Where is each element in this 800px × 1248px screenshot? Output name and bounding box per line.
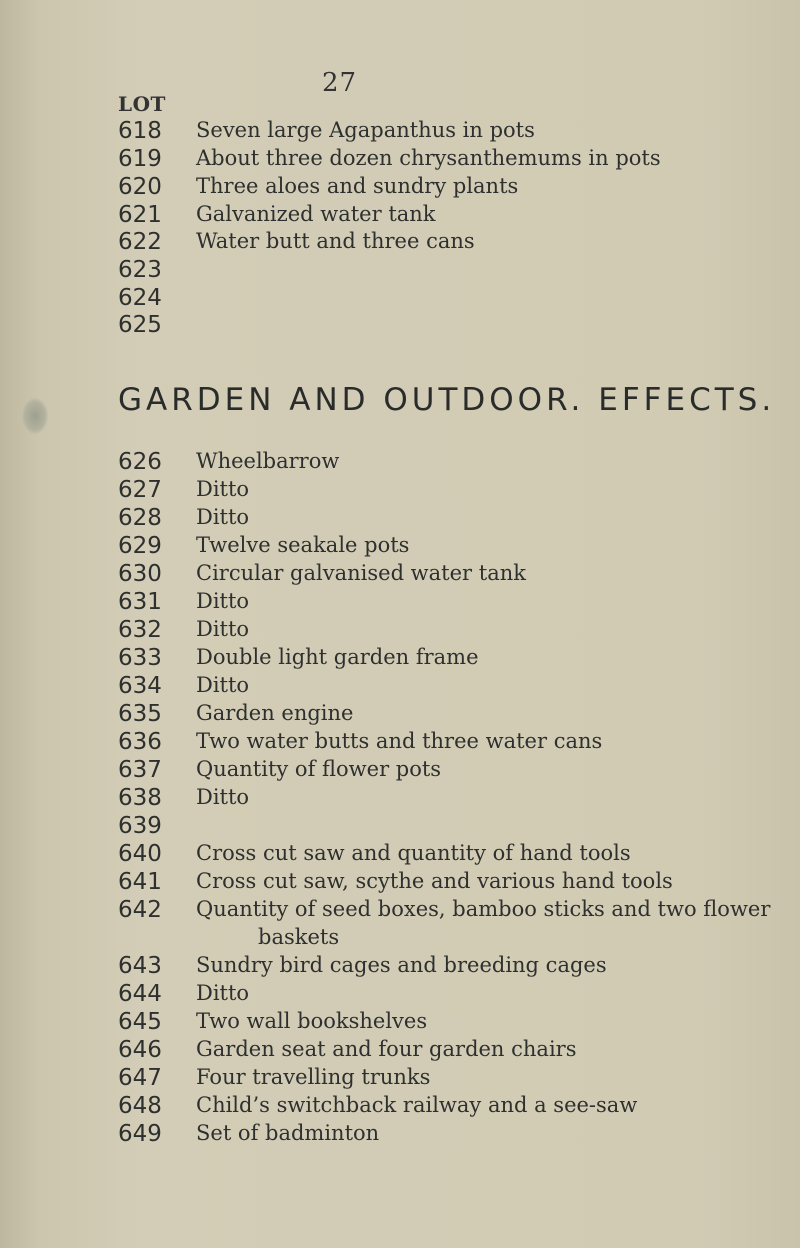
lot-row bbox=[0, 813, 800, 843]
lot-number: 644 bbox=[118, 981, 162, 1007]
lot-number: 622 bbox=[118, 229, 162, 255]
lot-row bbox=[0, 673, 800, 703]
lot-number: 646 bbox=[118, 1037, 162, 1063]
lot-row bbox=[0, 897, 800, 927]
lot-row bbox=[0, 617, 800, 647]
lot-number: 632 bbox=[118, 617, 162, 643]
lot-number: 647 bbox=[118, 1065, 162, 1091]
lot-description: Two water butts and three water cans bbox=[196, 729, 603, 753]
lot-row bbox=[0, 1009, 800, 1039]
lot-column-heading: LOT bbox=[118, 92, 166, 116]
lot-number: 620 bbox=[118, 174, 162, 200]
lot-description: About three dozen chrysanthemums in pots bbox=[196, 146, 661, 170]
lot-row bbox=[0, 505, 800, 535]
lot-description-continuation: baskets bbox=[258, 925, 340, 949]
lot-number: 642 bbox=[118, 897, 162, 923]
lot-row bbox=[0, 229, 800, 259]
lot-row bbox=[0, 729, 800, 759]
lot-row bbox=[0, 1037, 800, 1067]
lot-number: 619 bbox=[118, 146, 162, 172]
lot-description: Wheelbarrow bbox=[196, 449, 340, 473]
lot-row bbox=[0, 953, 800, 983]
lot-description: Three aloes and sundry plants bbox=[196, 174, 519, 198]
lot-row bbox=[0, 589, 800, 619]
lot-description: Quantity of flower pots bbox=[196, 757, 442, 781]
lot-number: 639 bbox=[118, 813, 162, 839]
lot-number: 630 bbox=[118, 561, 162, 587]
page-number: 27 bbox=[322, 68, 358, 98]
lot-number: 634 bbox=[118, 673, 162, 699]
lot-row bbox=[0, 449, 800, 479]
lot-number: 618 bbox=[118, 118, 162, 144]
lot-description: Four travelling trunks bbox=[196, 1065, 431, 1089]
lot-row bbox=[0, 561, 800, 591]
lot-number: 625 bbox=[118, 312, 162, 338]
lot-number: 638 bbox=[118, 785, 162, 811]
lot-row bbox=[0, 146, 800, 176]
lot-row bbox=[0, 981, 800, 1011]
lot-row bbox=[0, 701, 800, 731]
lot-description: Ditto bbox=[196, 505, 250, 529]
lot-row bbox=[0, 869, 800, 899]
lot-number: 631 bbox=[118, 589, 162, 615]
lot-row bbox=[0, 312, 800, 342]
lot-number: 623 bbox=[118, 257, 162, 283]
lot-description: Cross cut saw, scythe and various hand tools bbox=[196, 869, 673, 893]
lot-number: 640 bbox=[118, 841, 162, 867]
lot-description: Sundry bird cages and breeding cages bbox=[196, 953, 607, 977]
lot-row bbox=[0, 202, 800, 232]
section-title: GARDEN AND OUTDOOR. EFFECTS. bbox=[118, 382, 776, 418]
lot-description: Galvanized water tank bbox=[196, 202, 436, 226]
lot-row-continuation bbox=[0, 925, 800, 955]
lot-row bbox=[0, 785, 800, 815]
lot-description: Ditto bbox=[196, 785, 250, 809]
lot-description: Ditto bbox=[196, 477, 250, 501]
lot-description: Quantity of seed boxes, bamboo sticks and two flower bbox=[196, 897, 771, 921]
lot-number: 645 bbox=[118, 1009, 162, 1035]
lot-description: Garden seat and four garden chairs bbox=[196, 1037, 577, 1061]
lot-row bbox=[0, 757, 800, 787]
lot-row bbox=[0, 1065, 800, 1095]
lot-row bbox=[0, 118, 800, 148]
lot-number: 635 bbox=[118, 701, 162, 727]
lot-number: 643 bbox=[118, 953, 162, 979]
lot-description: Ditto bbox=[196, 981, 250, 1005]
lot-row bbox=[0, 174, 800, 204]
lot-number: 637 bbox=[118, 757, 162, 783]
lot-number: 628 bbox=[118, 505, 162, 531]
lot-row bbox=[0, 477, 800, 507]
lot-row bbox=[0, 257, 800, 287]
lot-row bbox=[0, 1121, 800, 1151]
lot-row bbox=[0, 1093, 800, 1123]
lot-number: 641 bbox=[118, 869, 162, 895]
lot-number: 621 bbox=[118, 202, 162, 228]
lot-number: 627 bbox=[118, 477, 162, 503]
lot-row bbox=[0, 645, 800, 675]
lot-number: 626 bbox=[118, 449, 162, 475]
lot-number: 636 bbox=[118, 729, 162, 755]
lot-row bbox=[0, 841, 800, 871]
page-blemish bbox=[22, 398, 48, 434]
lot-row bbox=[0, 533, 800, 563]
lot-description: Ditto bbox=[196, 617, 250, 641]
lot-description: Seven large Agapanthus in pots bbox=[196, 118, 535, 142]
lot-number: 649 bbox=[118, 1121, 162, 1147]
lot-description: Cross cut saw and quantity of hand tools bbox=[196, 841, 631, 865]
lot-number: 629 bbox=[118, 533, 162, 559]
lot-number: 633 bbox=[118, 645, 162, 671]
lot-description: Ditto bbox=[196, 673, 250, 697]
lot-description: Two wall bookshelves bbox=[196, 1009, 428, 1033]
lot-description: Set of badminton bbox=[196, 1121, 380, 1145]
lot-description: Water butt and three cans bbox=[196, 229, 475, 253]
lot-description: Ditto bbox=[196, 589, 250, 613]
lot-description: Garden engine bbox=[196, 701, 354, 725]
lot-number: 648 bbox=[118, 1093, 162, 1119]
lot-description: Twelve seakale pots bbox=[196, 533, 410, 557]
lot-description: Child’s switchback railway and a see-saw bbox=[196, 1093, 638, 1117]
lot-description: Double light garden frame bbox=[196, 645, 479, 669]
lot-number: 624 bbox=[118, 285, 162, 311]
lot-description: Circular galvanised water tank bbox=[196, 561, 526, 585]
lot-row bbox=[0, 285, 800, 315]
